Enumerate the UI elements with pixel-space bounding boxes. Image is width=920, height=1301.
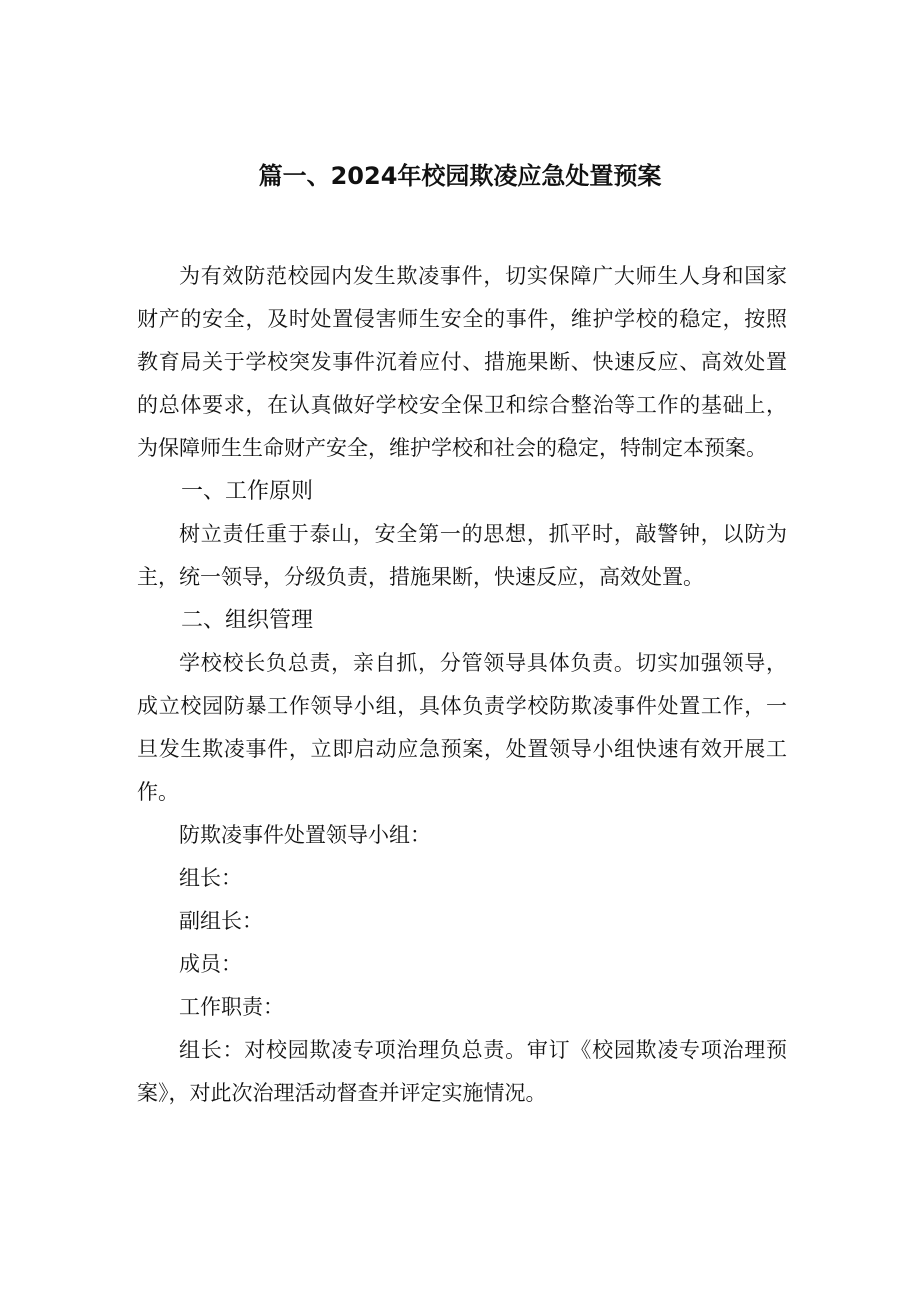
duties-title: 工作职责： (179, 995, 284, 1019)
section-heading-principles: 一、工作原则 (181, 479, 314, 504)
intro-paragraph: 为有效防范校园内发生欺凌事件，切实保障广大师生人身和国家财产的安全，及时处置侵害师生安全的事件，维护学校的稳定，按照教育局关于学校突发事件沉着应付、措施果断、快速反应、高效处置的总体要求，在认真做好学校安全保卫和综合整治等工作的基础上，为保障师生生命财产安全，维护学校和社会的稳定，特制定本预案。 (137, 264, 787, 460)
section-heading-organization: 二、组织管理 (181, 608, 314, 633)
principles-paragraph: 树立责任重于泰山，安全第一的思想，抓平时，敲警钟，以防为主，统一领导，分级负责，措施果断，快速反应，高效处置。 (137, 522, 787, 589)
deputy-leader-line: 副组长： (179, 909, 263, 933)
members-line: 成员： (179, 952, 242, 976)
document-body (137, 255, 787, 1115)
group-leader-line: 组长： (179, 866, 242, 890)
leadership-group-title: 防欺凌事件处置领导小组： (179, 823, 431, 847)
document-title: 篇一、2024年校园欺凌应急处置预案 (258, 162, 662, 190)
leader-duty-paragraph: 组长：对校园欺凌专项治理负总责。审订《校园欺凌专项治理预案》，对此次治理活动督查并评定实施情况。 (137, 1038, 787, 1105)
organization-paragraph: 学校校长负总责，亲自抓，分管领导具体负责。切实加强领导，成立校园防暴工作领导小组，具体负责学校防欺凌事件处置工作，一旦发生欺凌事件，立即启动应急预案，处置领导小组快速有效开展工作。 (137, 651, 787, 804)
